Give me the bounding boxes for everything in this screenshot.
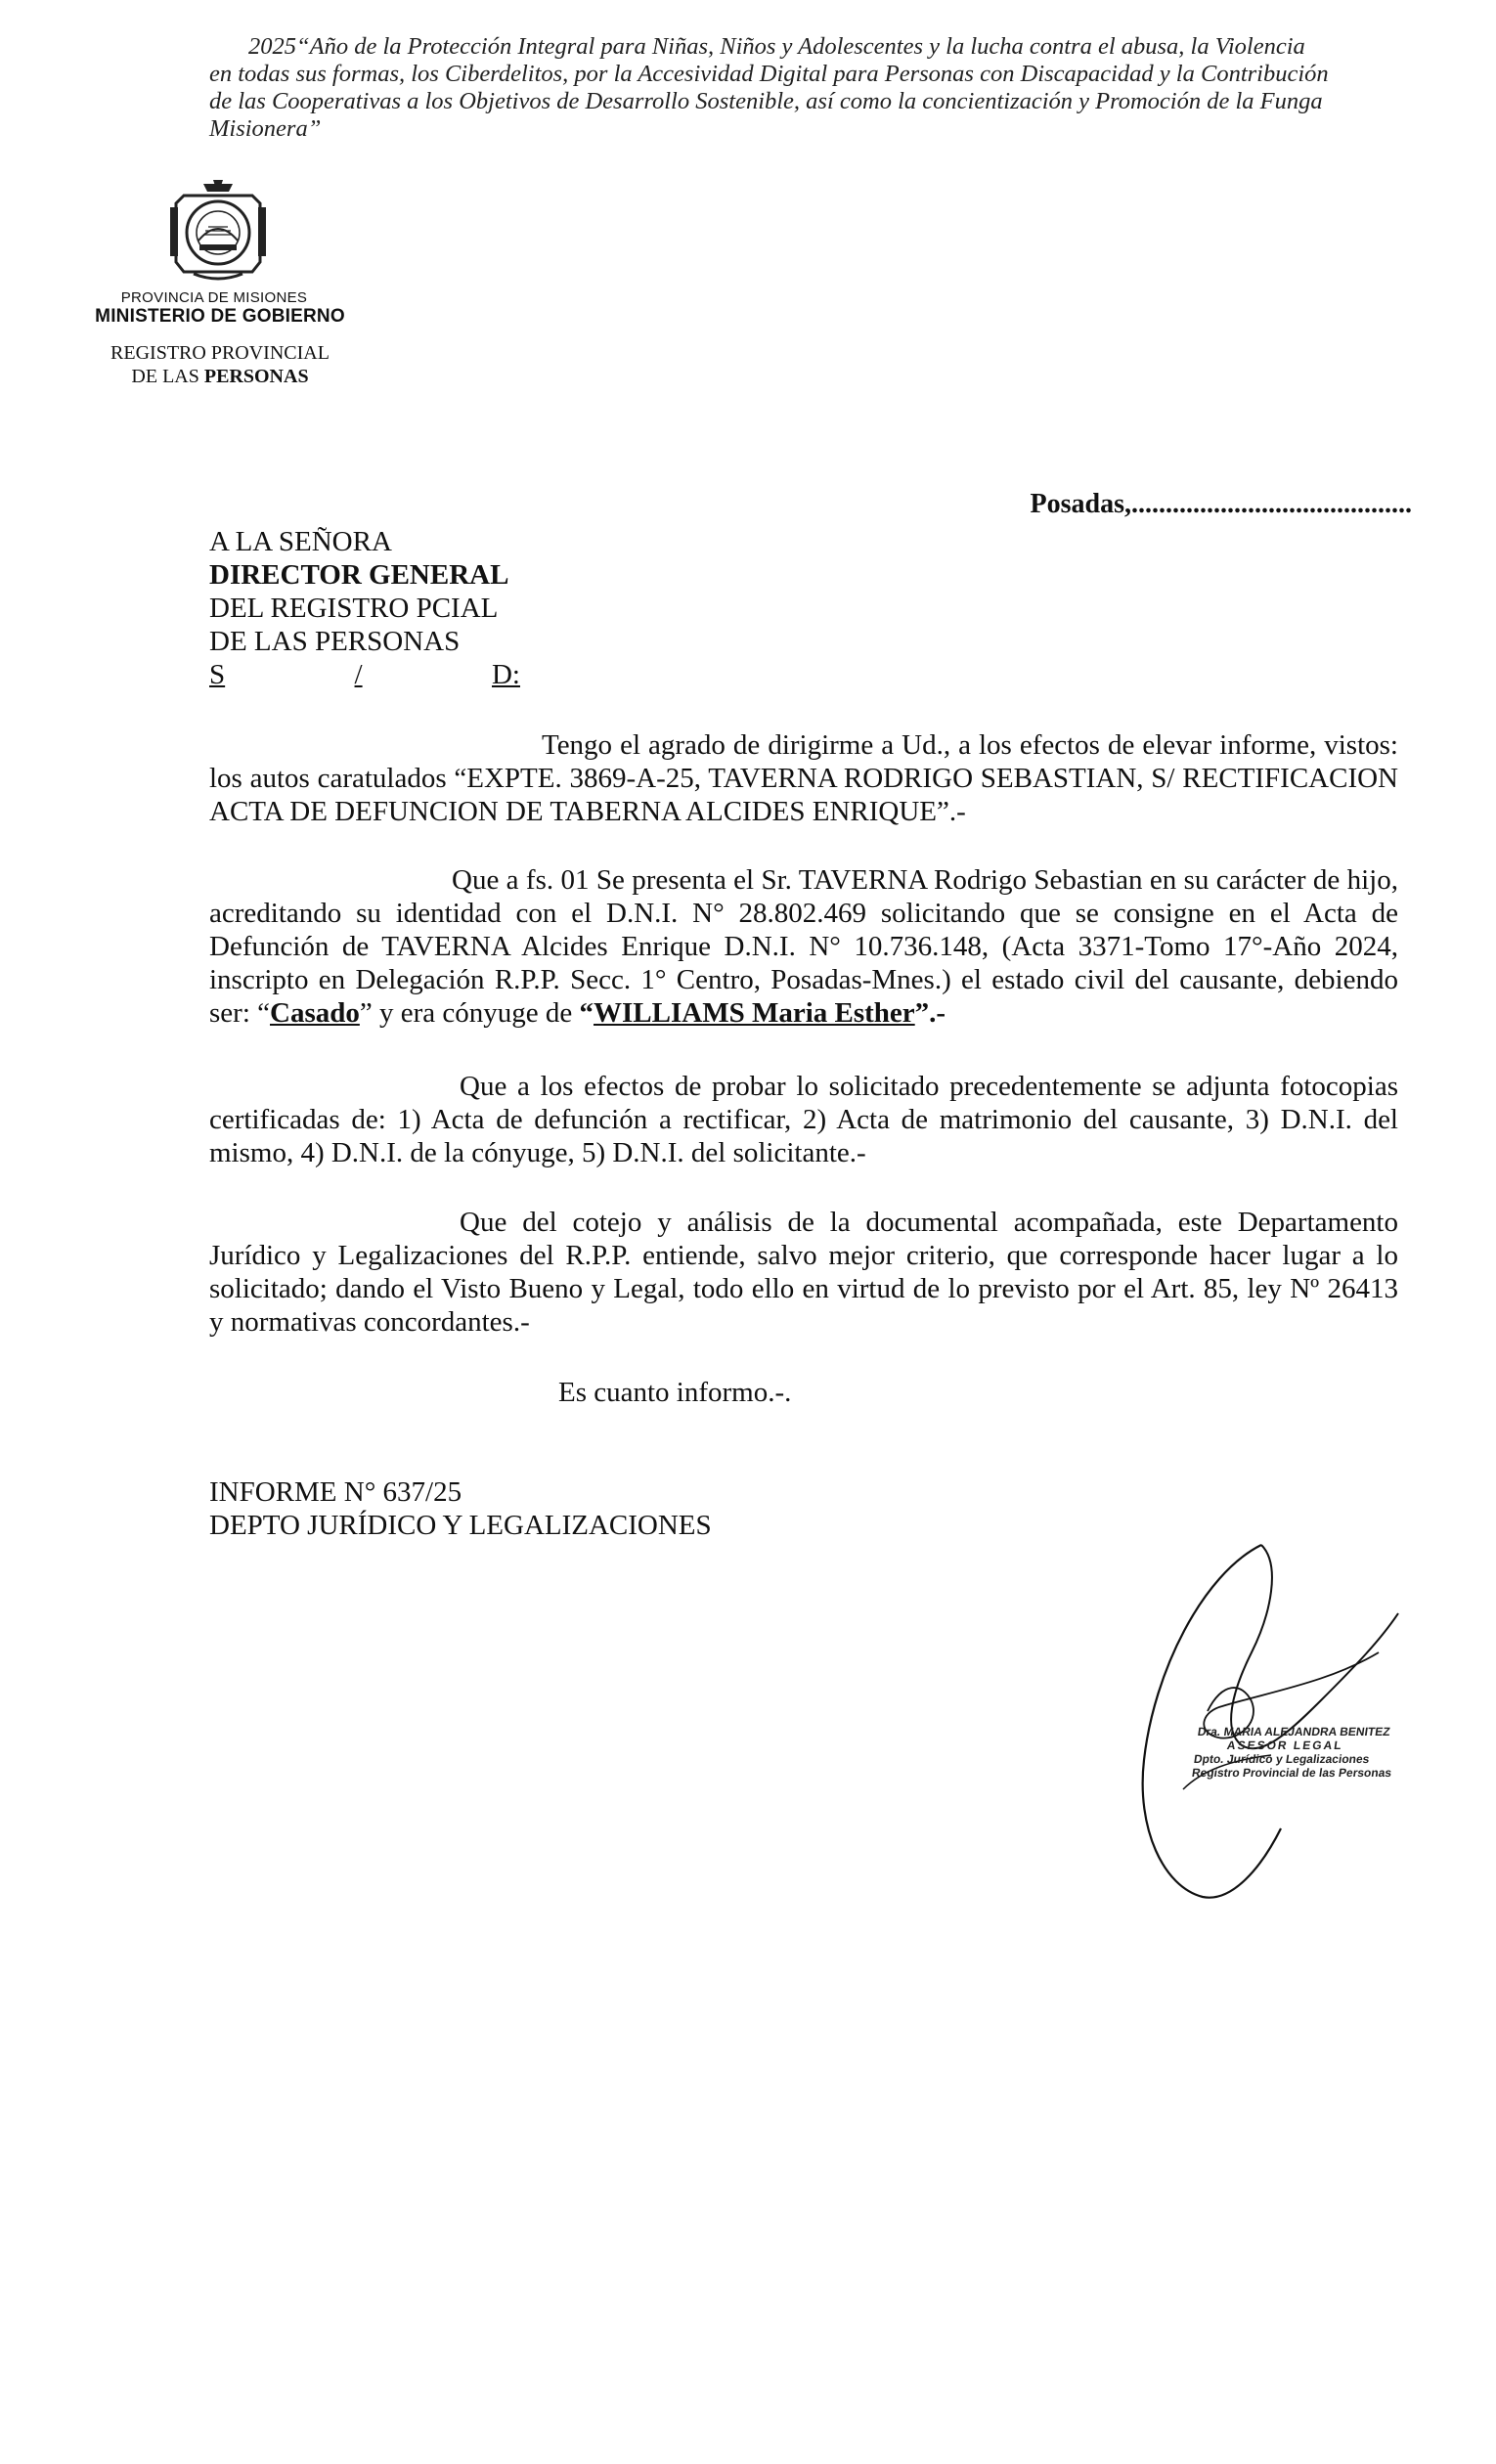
motto-line-3: de las Cooperativas a los Objetivos de Desarrollo Sostenible, así como la concientización y Promoción de la Funga — [209, 88, 1323, 114]
paragraph-opinion-text: Que del cotejo y análisis de la documental acompañada, este Departamento Jurídico y Legalizaciones del R.P.P. entiende, salvo mejor criterio, que corresponde hacer lugar a lo solicitado; dando el Visto Bueno y Legal, todo ello en virtud de lo previsto por el Art. 85, ley Nº 26413 y normativas concordantes.- — [209, 1207, 1398, 1338]
sd-slash: / — [354, 659, 363, 690]
addressee-title: DIRECTOR GENERAL — [209, 559, 509, 591]
spouse-name: WILLIAMS Maria Esther — [594, 997, 915, 1029]
motto-line-1: 2025“Año de la Protección Integral para Niñas, Niños y Adolescentes y la lucha contra el abusa, la Violencia — [248, 33, 1305, 60]
paragraph-attachments — [209, 1070, 1398, 1169]
paragraph-closing: Es cuanto informo.-. — [558, 1377, 792, 1408]
province-emblem — [164, 178, 272, 286]
sd-d: D: — [491, 659, 520, 690]
ministry-label: MINISTERIO DE GOBIERNO — [95, 306, 345, 327]
civil-status-value: Casado — [270, 997, 360, 1029]
stamp-line2: ASESOR LEGAL — [1226, 1738, 1344, 1752]
header-motto — [209, 33, 1412, 143]
handwritten-signature — [1115, 1535, 1408, 1907]
stamp-line3: Dpto. Jurídico y Legalizaciones — [1193, 1752, 1371, 1766]
paragraph-attachments-text: Que a los efectos de probar lo solicitado precedentemente se adjunta fotocopias certificadas de: 1) Acta de defunción a rectificar, 2) Acta de matrimonio del causante, 3) D.N.I. del mismo, 4) D.N.I. de la cónyuge, 5) D.N.I. del solicitante.- — [209, 1071, 1398, 1168]
registry-label-line2 — [78, 366, 362, 388]
registry-label-line1: REGISTRO PROVINCIAL — [110, 342, 330, 364]
motto-line-4: Misionera” — [209, 115, 322, 142]
paragraph-request — [209, 863, 1398, 1030]
stamp-line4: Registro Provincial de las Personas — [1191, 1766, 1393, 1780]
addressee-line4: DE LAS PERSONAS — [209, 626, 461, 657]
registry-label-prefix: DE LAS — [131, 366, 204, 387]
addressee-line3: DEL REGISTRO PCIAL — [209, 593, 499, 624]
stamp-line1: Dra. MARIA ALEJANDRA BENITEZ — [1196, 1725, 1391, 1738]
addressee-line1: A LA SEÑORA — [209, 526, 392, 557]
paragraph-intro-text: Tengo el agrado de dirigirme a Ud., a los efectos de elevar informe, vistos: los autos caratulados “EXPTE. 3869-A-25, TAVERNA RODRIGO SEBASTIAN, S/ RECTIFICACION ACTA DE DEFUNCION DE TABERNA ALCIDES ENRIQUE”.- — [209, 729, 1398, 827]
legal-stamp — [1191, 1725, 1419, 1780]
date-line: Posadas,......................................... — [1030, 489, 1412, 519]
addressee-sd — [209, 658, 520, 691]
report-department: DEPTO JURÍDICO Y LEGALIZACIONES — [209, 1510, 712, 1541]
motto-line-2: en todas sus formas, los Ciberdelitos, por la Accesividad Digital para Personas con Discapacidad y la Contribución — [209, 61, 1329, 87]
paragraph-request-text: Que a fs. 01 Se presenta el Sr. TAVERNA Rodrigo Sebastian en su carácter de hijo, acreditando su identidad con el D.N.I. N° 28.802.469 solicitando que se consigne en el Acta de Defunción de TAVERNA Alcides Enrique D.N.I. N° 10.736.148, (Acta 3371-Tomo 17°-Año 2024, inscripto en Delegación R.P.P. Secc. 1° Centro, Posadas-Mnes.) el estado civil del causante, debiendo ser: “ — [209, 864, 1398, 1029]
paragraph-request-mid: ” y era cónyuge de — [359, 997, 580, 1029]
quote-open: “ — [579, 997, 594, 1029]
sd-s: S — [209, 659, 226, 690]
paragraph-intro — [209, 728, 1398, 828]
province-label: PROVINCIA DE MISIONES — [120, 289, 308, 306]
registry-label-bold: PERSONAS — [203, 366, 309, 387]
report-number: INFORME N° 637/25 — [209, 1476, 462, 1508]
paragraph-opinion — [209, 1206, 1398, 1339]
quote-close: ”.- — [914, 997, 946, 1029]
